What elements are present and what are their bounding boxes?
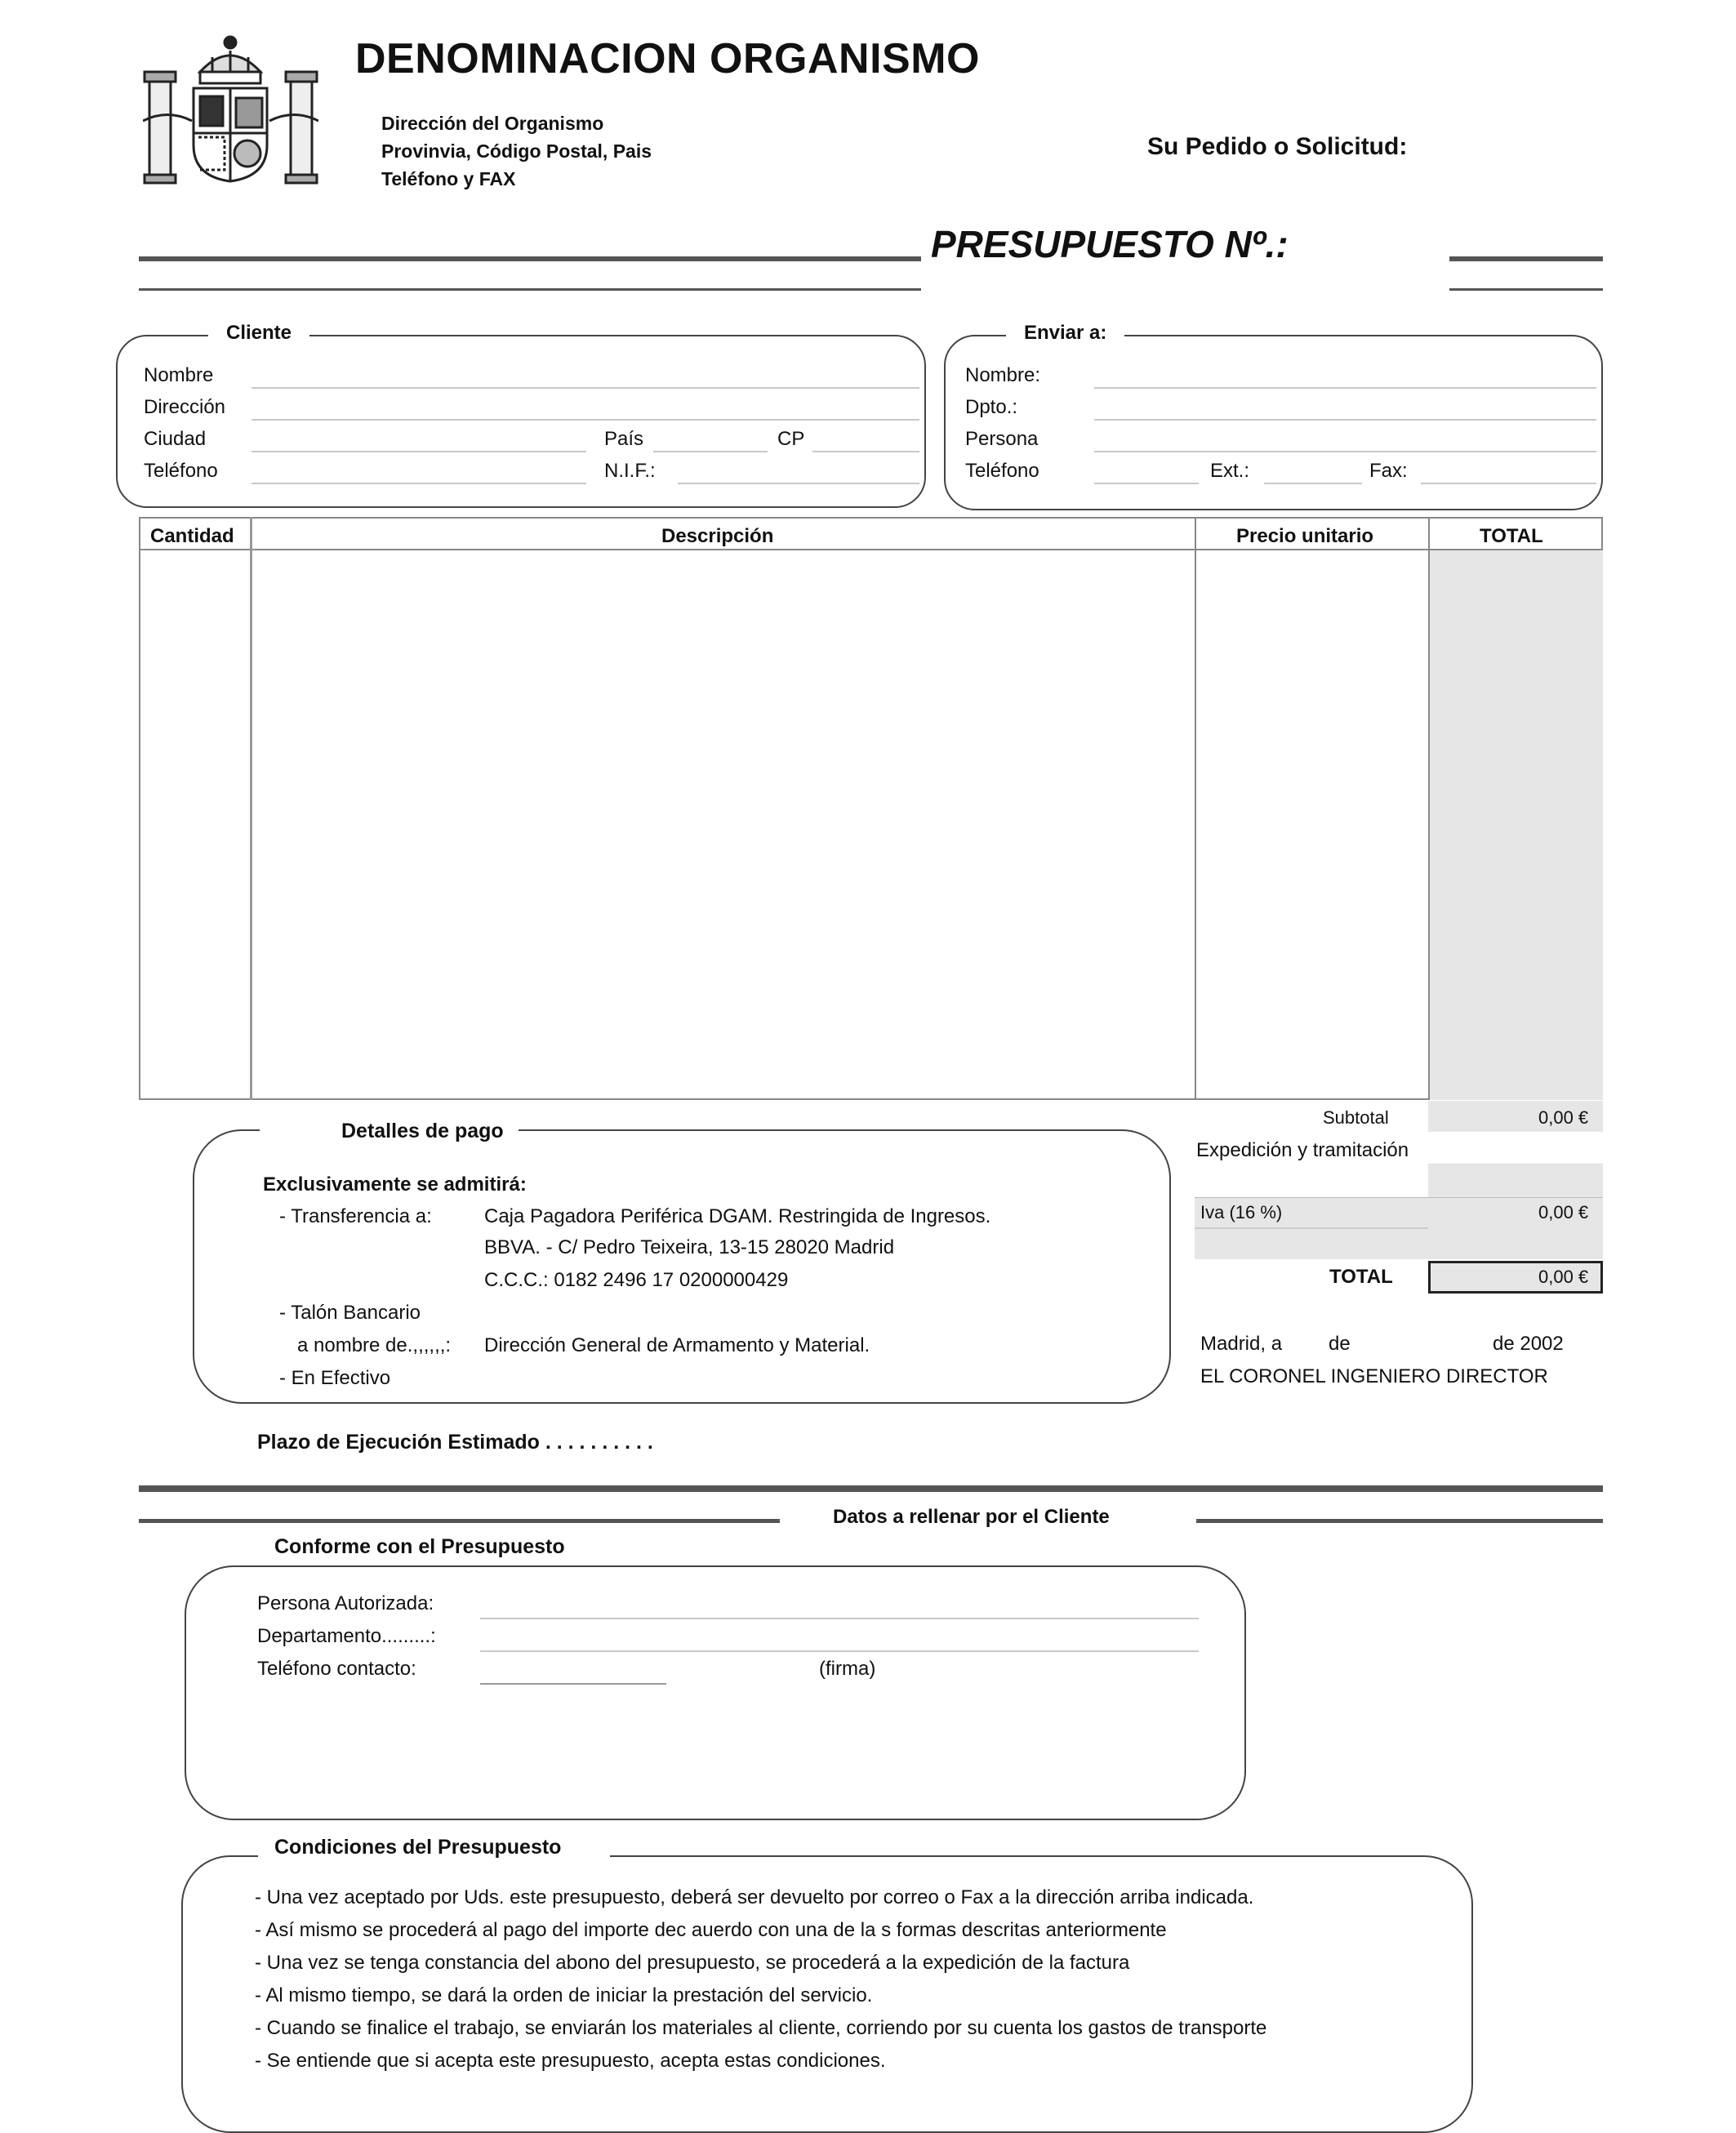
signature-signer: EL CORONEL INGENIERO DIRECTOR <box>1200 1365 1548 1387</box>
header-rule-left-thick <box>139 256 921 261</box>
contact-phone-label: Teléfono contacto: <box>257 1658 416 1680</box>
org-name: DENOMINACION ORGANISMO <box>355 35 980 82</box>
quote-title: PRESUPUESTO Nº.: <box>931 223 1289 265</box>
client-name-label: Nombre <box>144 364 214 386</box>
ship-to-legend: Enviar a: <box>1006 322 1124 345</box>
header-rule-right-thin <box>1449 288 1603 291</box>
org-address-line2: Provinvia, Código Postal, Pais <box>381 140 652 162</box>
coat-of-arms-icon <box>143 31 318 186</box>
signature-label: (firma) <box>819 1658 876 1680</box>
section-rule-thick <box>139 1485 1603 1492</box>
client-city-field[interactable] <box>251 451 586 452</box>
col-header-quantity: Cantidad <box>150 525 234 547</box>
subtotal-label: Subtotal <box>1323 1107 1389 1128</box>
total-column-shade <box>1428 550 1603 1100</box>
iva-divider <box>1195 1227 1428 1229</box>
payment-transfer-line3: C.C.C.: 0182 2496 17 0200000429 <box>484 1269 789 1291</box>
payment-check-name-label: a nombre de.,,,,,,: <box>297 1334 452 1356</box>
client-country-label: País <box>604 428 644 450</box>
payment-cash-label: - En Efectivo <box>279 1367 391 1389</box>
signature-de-1: de <box>1329 1333 1351 1355</box>
ship-dept-label: Dpto.: <box>965 396 1018 418</box>
org-address-line3: Teléfono y FAX <box>381 168 516 189</box>
payment-transfer-label: - Transferencia a: <box>279 1205 432 1227</box>
client-city-label: Ciudad <box>144 428 207 450</box>
client-legend: Cliente <box>208 322 309 345</box>
table-header-divider <box>139 549 1603 550</box>
ship-name-label: Nombre: <box>965 364 1041 386</box>
org-address-line1: Dirección del Organismo <box>381 113 604 134</box>
signature-place-date: Madrid, a <box>1200 1333 1283 1355</box>
client-section-title: Datos a rellenar por el Cliente <box>833 1506 1110 1528</box>
client-address-label: Dirección <box>144 396 226 418</box>
iva-value: 0,00 € <box>1538 1202 1589 1222</box>
order-label: Su Pedido o Solicitud: <box>1147 133 1408 160</box>
payment-intro: Exclusivamente se admitirá: <box>263 1173 527 1196</box>
ship-ext-field[interactable] <box>1264 483 1362 484</box>
client-name-field[interactable] <box>251 387 919 389</box>
condition-item: - Al mismo tiempo, se dará la orden de iniciar la prestación del servicio. <box>255 1984 873 2006</box>
authorized-person-field[interactable] <box>480 1618 1199 1619</box>
ship-name-field[interactable] <box>1094 387 1596 389</box>
condition-item: - Cuando se finalice el trabajo, se enviarán los materiales al cliente, corriendo por su cuenta los gastos de transporte <box>255 2017 1267 2039</box>
payment-transfer-line1: Caja Pagadora Periférica DGAM. Restringida de Ingresos. <box>484 1205 991 1227</box>
ship-ext-label: Ext.: <box>1210 460 1250 482</box>
department-label: Departamento.........: <box>257 1625 436 1647</box>
total-value: 0,00 € <box>1538 1267 1589 1287</box>
payment-legend: Detalles de pago <box>260 1120 519 1143</box>
section-rule-right-thin <box>1196 1519 1603 1523</box>
client-nif-label: N.I.F.: <box>604 460 656 482</box>
client-country-field[interactable] <box>653 451 768 452</box>
ship-phone-field[interactable] <box>1094 483 1199 484</box>
col-header-total: TOTAL <box>1480 525 1543 547</box>
ship-person-label: Persona <box>965 428 1039 450</box>
col-divider-2 <box>1195 517 1196 1100</box>
ship-dept-field[interactable] <box>1094 419 1596 421</box>
execution-term: Plazo de Ejecución Estimado . . . . . . . . . . <box>257 1431 653 1454</box>
payment-check-label: - Talón Bancario <box>279 1302 421 1324</box>
ship-person-field[interactable] <box>1094 451 1596 452</box>
shipping-label: Expedición y tramitación <box>1196 1139 1409 1161</box>
conditions-legend: Condiciones del Presupuesto <box>258 1836 610 1864</box>
col-header-unit-price: Precio unitario <box>1236 525 1374 547</box>
header-rule-left-thin <box>139 288 921 291</box>
ship-fax-field[interactable] <box>1421 483 1596 484</box>
ship-fax-label: Fax: <box>1369 460 1408 482</box>
iva-label: Iva (16 %) <box>1200 1202 1283 1222</box>
payment-box <box>193 1129 1171 1404</box>
client-cp-label: CP <box>777 428 805 450</box>
client-phone-field[interactable] <box>251 483 586 484</box>
section-rule-left-thin <box>139 1519 780 1523</box>
department-field[interactable] <box>480 1650 1199 1652</box>
col-divider-1 <box>250 517 252 1100</box>
client-cp-field[interactable] <box>812 451 919 452</box>
client-nif-field[interactable] <box>678 483 919 484</box>
payment-check-name-value: Dirección General de Armamento y Material. <box>484 1334 870 1356</box>
condition-item: - Así mismo se procederá al pago del importe dec auerdo con una de la s formas descritas anteriormente <box>255 1919 1167 1941</box>
condition-item: - Una vez se tenga constancia del abono del presupuesto, se procederá a la expedición de la factura <box>255 1952 1130 1974</box>
authorized-person-label: Persona Autorizada: <box>257 1592 434 1614</box>
contact-phone-field[interactable] <box>480 1683 666 1685</box>
col-divider-3 <box>1428 517 1430 1100</box>
subtotal-value: 0,00 € <box>1538 1107 1589 1128</box>
ship-phone-label: Teléfono <box>965 460 1039 482</box>
client-address-field[interactable] <box>251 419 919 421</box>
header-rule-right-thick <box>1449 256 1603 261</box>
client-phone-label: Teléfono <box>144 460 218 482</box>
col-header-description: Descripción <box>661 525 774 547</box>
signature-de-2: de 2002 <box>1493 1333 1564 1355</box>
total-label: TOTAL <box>1329 1266 1393 1288</box>
shipping-value-cell[interactable] <box>1428 1132 1603 1164</box>
conforme-legend: Conforme con el Presupuesto <box>258 1535 614 1564</box>
items-table <box>139 517 1603 1100</box>
condition-item: - Una vez aceptado por Uds. este presupuesto, deberá ser devuelto por correo o Fax a la dirección arriba indicada. <box>255 1886 1254 1908</box>
tax-spacer-cell <box>1428 1164 1603 1197</box>
condition-item: - Se entiende que si acepta este presupuesto, acepta estas condiciones. <box>255 2050 886 2072</box>
payment-transfer-line2: BBVA. - C/ Pedro Teixeira, 13-15 28020 Madrid <box>484 1236 895 1258</box>
